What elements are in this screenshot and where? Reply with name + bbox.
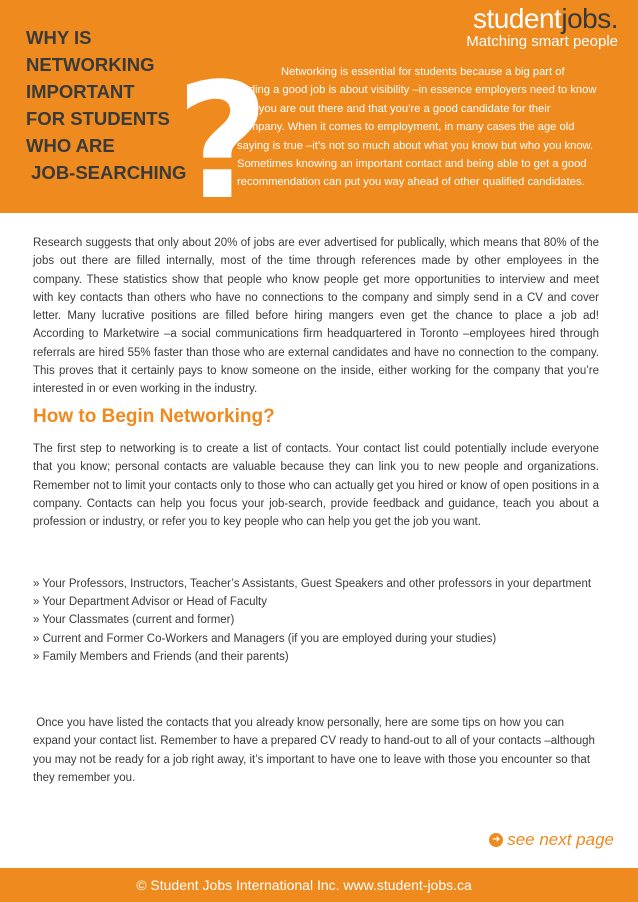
title-line: NETWORKING [26, 54, 155, 75]
footer [0, 868, 638, 902]
title-line: WHY IS [26, 27, 92, 48]
logo-part-student: student [472, 3, 562, 34]
list-item: » Your Professors, Instructors, Teacher’s Assistants, Guest Speakers and other professors in your department [33, 578, 592, 590]
contacts-list [33, 575, 599, 666]
footer-copyright: © Student Jobs International Inc. www.student-jobs.ca [136, 877, 472, 893]
next-page-label: see next page [507, 830, 614, 849]
logo-wordmark [466, 4, 618, 34]
paragraph-research [33, 234, 599, 399]
logo [466, 4, 618, 50]
list-item: » Family Members and Friends (and their parents) [33, 650, 289, 663]
paragraph-expand-list [33, 714, 599, 787]
intro-paragraph: Networking is essential for students because a big part of finding a good job is about visibility –in essence employers need to know that you are out there and that you’re a good candidate for their company. When it comes to employment, in many cases the age old saying is true –it’s not so much about what you know but who you know. Sometimes knowing an important contact and being able to get a good recommendation can put you way ahead of other qualified candidates. [237, 66, 597, 189]
paragraph-text: Once you have listed the contacts that you already know personally, here are some tips on how you can expand your contact list. Remember to have a prepared CV ready to hand-out to all of your contacts –although you may not be ready for a job right away, it’s important to have one to leave with those you encounter so that they remember you. [33, 717, 599, 784]
title-line: IMPORTANT [26, 81, 135, 102]
question-mark-graphic: ? [176, 48, 269, 235]
section-heading: How to Begin Networking? [33, 406, 275, 427]
title-line: JOB-SEARCHING [26, 162, 187, 183]
intro-text [237, 63, 599, 192]
logo-tagline: Matching smart people [466, 33, 618, 50]
paragraph-text: The first step to networking is to create a list of contacts. Your contact list could potentially include everyone that you know; personal contacts are valuable because they can link you to new people and organizations. Remember not to limit your contacts only to those who can actually get you hired or know of open positions in a company. Contacts can help you focus your job-search, provide feedback and guidance, teach you about a profession or industry, or refer you to key people who can help you get the job you want. [33, 443, 599, 529]
title-line: FOR STUDENTS [26, 108, 170, 129]
arrow-right-icon: ➜ [489, 833, 503, 847]
header-banner [0, 0, 638, 235]
list-item: » Your Classmates (current and former) [33, 614, 235, 627]
list-item: » Your Department Advisor or Head of Faculty [33, 596, 267, 609]
paragraph-first-step [33, 440, 599, 531]
title-line: WHO ARE [26, 135, 115, 156]
logo-part-jobs: jobs. [561, 3, 618, 34]
page-title [26, 24, 186, 186]
paragraph-text: Research suggests that only about 20% of jobs are ever advertised for publically, which means that 80% of the jobs out there are filled internally, most of the time through references made by other employees in the company. These statistics show that people who know people get more opportunities to interview and meet with key contacts than others who have no connections to the company and simply send in a CV and cover letter. Many lucrative positions are filled before hiring mangers even get the chance to place a job ad! According to Marketwire –a social communications firm headquartered in Toronto –employees hired through referrals are hired 55% faster than those who are external candidates and have no connection to the company. This proves that it certainly pays to know someone on the inside, either working for the company that you’re interested in or even working in the industry. [33, 237, 599, 396]
next-page-link[interactable] [489, 830, 614, 850]
list-item: » Current and Former Co-Workers and Managers (if you are employed during your studies) [33, 632, 497, 645]
